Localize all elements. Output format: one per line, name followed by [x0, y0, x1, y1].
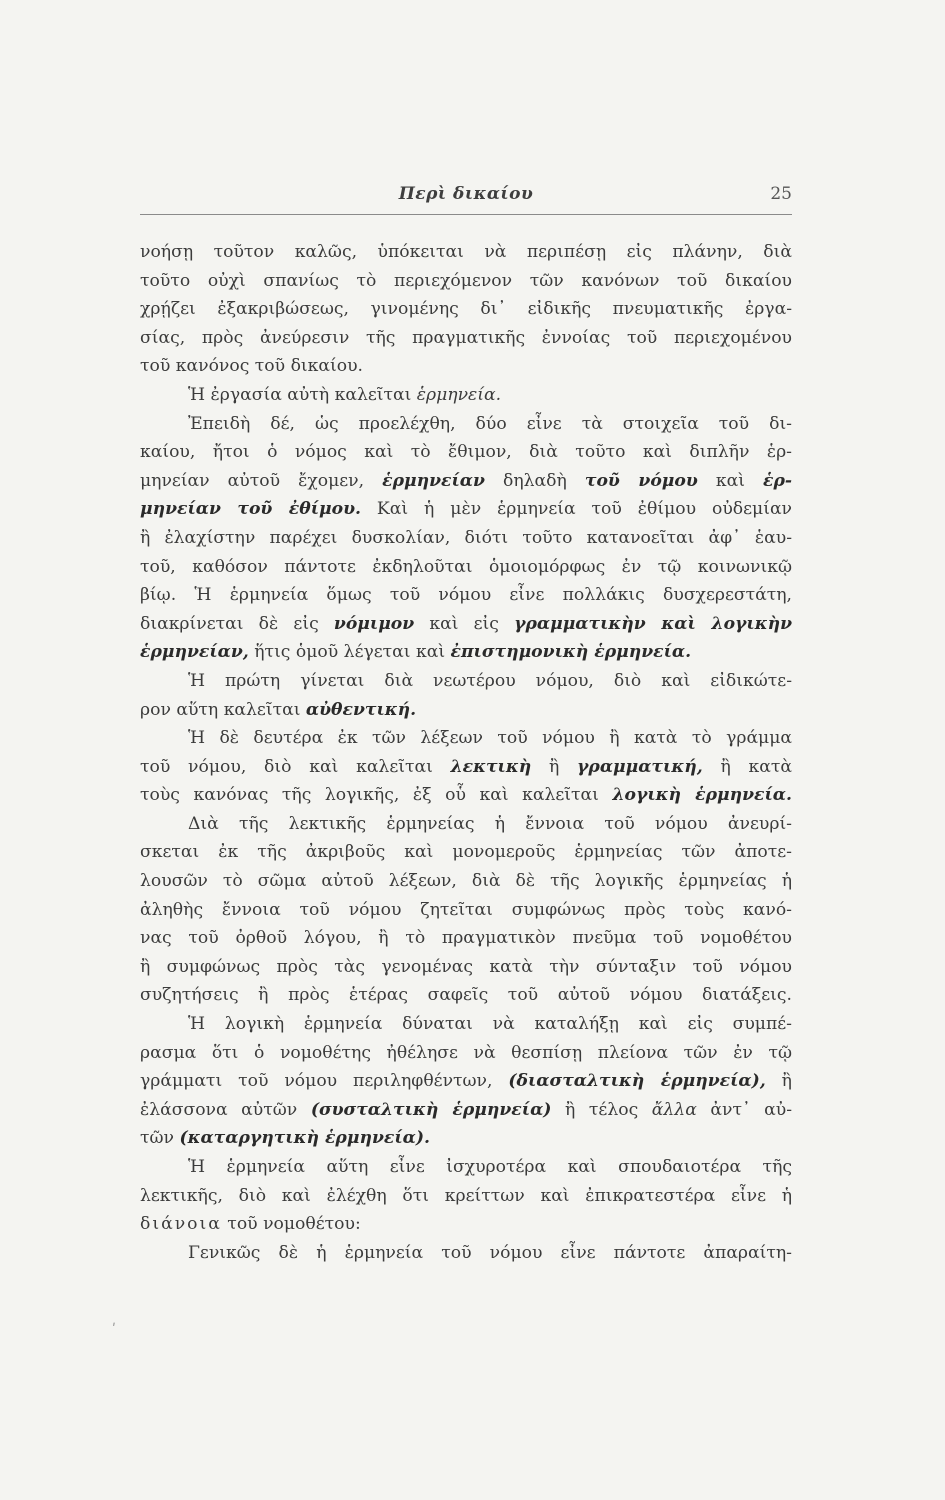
text-line [140, 1239, 792, 1268]
emphasized-term: (καταργητικὴ ἑρμηνεία). [179, 1128, 430, 1149]
text-line [140, 924, 792, 953]
text-run: Ἡ ἐργασία αὐτὴ καλεῖται [188, 384, 417, 405]
text-run: διάνοια [140, 1214, 222, 1235]
text-line [140, 1210, 792, 1239]
running-head [140, 184, 792, 208]
text-line [140, 381, 792, 410]
text-run: ἀντ᾽ αὐ- [696, 1099, 793, 1120]
text-line [140, 410, 792, 439]
text-line [140, 610, 792, 639]
text-line [140, 1124, 792, 1153]
emphasized-term: λογικὴ ἑρμηνεία. [612, 785, 792, 806]
text-run: δηλαδὴ [484, 470, 585, 491]
text-line [140, 838, 792, 867]
text-line [140, 810, 792, 839]
text-line [140, 638, 792, 667]
text-run: καὶ εἰς [414, 613, 515, 634]
text-line [140, 467, 792, 496]
text-run: Ἡ λογικὴ ἑρμηνεία δύναται νὰ καταλήξῃ καὶ εἰς συμπέ- [188, 1014, 792, 1035]
emphasized-term: ἑρ- [763, 470, 793, 491]
emphasized-term: (διασταλτικὴ ἑρμηνεία), [508, 1071, 766, 1092]
text-run: τοῦτο οὐχὶ σπανίως τὸ περιεχόμενον τῶν κανόνων τοῦ δικαίου [140, 270, 792, 291]
text-run: βίῳ. Ἡ ἑρμηνεία ὅμως τοῦ νόμου εἶνε πολλάκις δυσχερεστάτη, [140, 585, 792, 606]
text-run: Ἡ ἑρμηνεία αὕτη εἶνε ἰσχυροτέρα καὶ σπουδαιοτέρα τῆς [188, 1157, 792, 1177]
text-run: ἥτις ὁμοῦ λέγεται καὶ [248, 642, 451, 663]
text-run: νας τοῦ ὀρθοῦ λόγου, ἢ τὸ πραγματικὸν πνεῦμα τοῦ νομοθέτου [140, 928, 792, 949]
text-line [140, 696, 792, 725]
text-line [140, 553, 792, 582]
text-line [140, 953, 792, 982]
text-run: νοήσῃ τοῦτον καλῶς, ὑπόκειται νὰ περιπέσῃ εἰς πλάνην, διὰ [140, 242, 792, 262]
text-run: ἢ [531, 756, 578, 777]
text-line [140, 324, 792, 353]
text-line [140, 438, 792, 467]
text-run: ἑρμηνεία. [416, 384, 502, 405]
text-line [140, 781, 792, 810]
header-rule [140, 214, 792, 215]
text-run: ἢ ἐλαχίστην παρέχει δυσκολίαν, διότι τοῦτο κατανοεῖται ἀφ᾽ ἑαυ- [140, 527, 792, 548]
emphasized-term: γραμματική, [577, 756, 703, 777]
page-number: 25 [770, 184, 792, 204]
text-line [140, 867, 792, 896]
text-run: τοὺς κανόνας τῆς λογικῆς, ἐξ οὗ καὶ καλεῖται [140, 785, 613, 806]
emphasized-term: τοῦ νόμου [584, 470, 698, 491]
emphasized-term: νόμιμον [333, 613, 415, 634]
text-run: καὶ [697, 470, 763, 491]
text-line [140, 1010, 792, 1039]
text-run: σκεται ἐκ τῆς ἀκριβοῦς καὶ μονομεροῦς ἑρμηνείας τῶν ἀποτε- [140, 842, 792, 863]
text-line [140, 753, 792, 782]
text-run: ρασμα ὅτι ὁ νομοθέτης ἠθέλησε νὰ θεσπίσῃ πλείονα τῶν ἐν τῷ [140, 1042, 792, 1063]
text-line [140, 1153, 792, 1182]
emphasized-term: ἑρμηνείαν, [140, 642, 249, 663]
text-run: καίου, ἤτοι ὁ νόμος καὶ τὸ ἔθιμον, διὰ τοῦτο καὶ διπλῆν ἑρ- [140, 442, 792, 463]
text-run: Ἡ δὲ δευτέρα ἐκ τῶν λέξεων τοῦ νόμου ἢ κατὰ τὸ γράμμα [188, 728, 792, 749]
emphasized-term: λεκτικὴ [450, 756, 532, 777]
text-line [140, 238, 792, 267]
text-run: γράμματι τοῦ νόμου περιληφθέντων, [140, 1071, 509, 1092]
text-line [140, 1039, 792, 1068]
text-run: συζητήσεις ἢ πρὸς ἑτέρας σαφεῖς τοῦ αὐτοῦ νόμου διατάξεις. [140, 985, 792, 1006]
text-run: σίας, πρὸς ἀνεύρεσιν τῆς πραγματικῆς ἐννοίας τοῦ περιεχομένου [140, 327, 792, 348]
body-text [140, 238, 792, 1267]
text-run: τῶν [140, 1128, 180, 1149]
text-run: ἐλάσσονα αὐτῶν [140, 1099, 311, 1120]
text-run: Διὰ τῆς λεκτικῆς ἑρμηνείας ἡ ἔννοια τοῦ νόμου ἀνευρί- [188, 813, 792, 834]
margin-mark: ʹ [112, 1322, 116, 1338]
text-run: Ἡ πρώτη γίνεται διὰ νεωτέρου νόμου, διὸ καὶ εἰδικώτε- [188, 670, 792, 691]
text-run: τοῦ, καθόσον πάντοτε ἐκδηλοῦται ὁμοιομόρφως ἐν τῷ κοινωνικῷ [140, 556, 792, 577]
emphasized-term: αὐθεντική. [305, 699, 417, 720]
emphasized-term: ἐπιστημονικὴ ἑρμηνεία. [450, 642, 692, 663]
text-run: τοῦ κανόνος τοῦ δικαίου. [140, 356, 364, 377]
text-run: τοῦ νόμου, διὸ καὶ καλεῖται [140, 756, 451, 777]
emphasized-term: (συσταλτικὴ ἑρμηνεία) [310, 1099, 552, 1120]
text-run: τοῦ νομοθέτου: [221, 1214, 361, 1235]
text-run: Γενικῶς δὲ ἡ ἑρμηνεία τοῦ νόμου εἶνε πάντοτε ἀπαραίτη- [188, 1242, 792, 1263]
text-line [140, 1182, 792, 1211]
text-line [140, 267, 792, 296]
text-run: ἢ [765, 1071, 792, 1092]
emphasized-term: ἑρμηνείαν [382, 470, 485, 491]
text-run: ἄλλα [651, 1099, 697, 1120]
text-run: λεκτικῆς, διὸ καὶ ἐλέχθη ὅτι κρείττων καὶ ἐπικρατεστέρα εἶνε ἡ [140, 1185, 792, 1206]
text-line [140, 524, 792, 553]
text-run: Καὶ ἡ μὲν ἑρμηνεία τοῦ ἐθίμου οὐδεμίαν [360, 499, 792, 520]
text-run: ρον αὕτη καλεῖται [140, 699, 306, 720]
text-line [140, 896, 792, 925]
emphasized-term: γραμματικὴν καὶ λογικὴν [514, 613, 793, 634]
text-run: διακρίνεται δὲ εἰς [140, 613, 334, 634]
text-line [140, 724, 792, 753]
text-run: ἀληθὴς ἔννοια τοῦ νόμου ζητεῖται συμφώνως πρὸς τοὺς κανό- [140, 899, 792, 920]
text-line [140, 1096, 792, 1125]
text-run: Ἐπειδὴ δέ, ὡς προελέχθη, δύο εἶνε τὰ στοιχεῖα τοῦ δι- [188, 413, 792, 434]
text-line [140, 667, 792, 696]
text-run: ἢ συμφώνως πρὸς τὰς γενομένας κατὰ τὴν σύνταξιν τοῦ νόμου [140, 956, 792, 977]
text-line [140, 495, 792, 524]
text-line [140, 981, 792, 1010]
text-line [140, 581, 792, 610]
text-line [140, 352, 792, 381]
text-run: μηνείαν αὐτοῦ ἔχομεν, [140, 470, 383, 491]
running-head-title: Περὶ δικαίου [398, 184, 534, 204]
text-run: λουσῶν τὸ σῶμα αὐτοῦ λέξεων, διὰ δὲ τῆς λογικῆς ἑρμηνείας ἡ [140, 871, 792, 892]
text-run: ἢ τέλος [551, 1099, 652, 1120]
text-line [140, 1067, 792, 1096]
text-run: χρῄζει ἐξακριβώσεως, γινομένης δι᾽ εἰδικῆς πνευματικῆς ἐργα- [140, 299, 792, 320]
text-run: ἢ κατὰ [702, 756, 792, 777]
text-line [140, 295, 792, 324]
emphasized-term: μηνείαν τοῦ ἐθίμου. [140, 499, 361, 520]
